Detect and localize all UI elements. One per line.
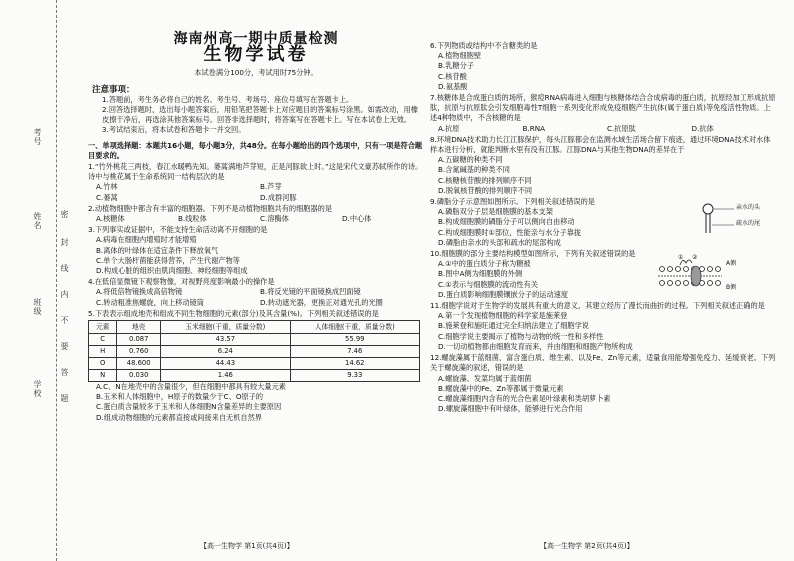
table-cell: 0.087 [117,334,161,346]
option[interactable]: A.磷脂双分子层是细胞膜的基本支架 [438,207,553,217]
question-10-stem: 10.细胞膜的部分主要结构模型如图所示，下列有关叙述错误的是 [430,249,636,259]
question-12-stem: 12.螺旋藻属于蓝细菌，富含蛋白质、维生素、以及Fe、Zn等元素，适量食用能增强免疫力、延缓衰老。下列关于螺旋藻的叙述，错误的是 [430,353,776,373]
table-cell: C [89,334,117,346]
seal-text-5: 要 [60,342,69,351]
table-cell: O [89,358,117,370]
option[interactable]: B.RNA [522,123,546,133]
table-cell: 1.46 [161,370,290,382]
seal-line [56,0,57,561]
side-a-label: A侧 [726,260,737,268]
option[interactable]: B.离体的叶绿体在适宜条件下释放氧气 [96,245,219,255]
option[interactable]: B.含氮碱基的种类不同 [438,165,510,175]
option[interactable]: A.将低倍物镜换成高倍物镜 [96,287,183,297]
option[interactable]: D.脱氧核苷酸的排列顺序不同 [438,185,533,195]
seal-text-6: 答 [60,368,69,377]
option[interactable]: B.构成细胞膜的磷脂分子可以侧向自由移动 [438,217,575,227]
option[interactable]: D.组成动物细胞的元素都直接或间接来自无机自然界 [96,412,262,422]
table-cell: 43.57 [161,334,290,346]
table-row [89,334,420,346]
hydrophobic-tail-label: 疏水的尾 [736,220,761,228]
option[interactable]: D.成群河豚 [260,192,297,202]
option[interactable]: D.抗体 [691,123,714,133]
seal-text-0: 密 [60,210,69,219]
element-table [88,320,420,382]
table-cell: 48.600 [117,358,161,370]
option[interactable]: C.螺旋藻细胞内含有的光合色素是叶绿素和类胡萝卜素 [438,393,611,403]
option[interactable]: A.C、N在地壳中的含量很少，但在细胞中都具有较大量元素 [96,382,286,392]
option[interactable]: D.氨基酸 [438,81,468,91]
table-header: 人体细胞(干重，质量分数) [290,321,419,334]
option[interactable]: B.将反光镜的平面镜换成凹面镜 [260,287,361,297]
question-3-stem: 3.下列事实或证据中，不能支持生命活动离不开细胞的是 [88,225,268,235]
option[interactable]: A.植物细胞壁 [438,51,482,61]
label-1: ① [678,254,684,262]
table-row [89,358,420,370]
option[interactable]: A.抗原 [438,123,460,133]
table-row [89,370,420,382]
option[interactable]: C.细胞学说主要揭示了植物与动物的统一性和多样性 [438,331,604,341]
table-header: 玉米细胞(干重，质量分数) [161,321,290,334]
seal-text-3: 内 [60,290,69,299]
option[interactable]: A.五碳糖的种类不同 [438,155,503,165]
binding-label-class: 班级 [33,298,42,316]
option[interactable]: C.溶酶体 [260,214,289,224]
option[interactable]: A.螺旋藻、发菜均属于蓝细菌 [438,373,532,383]
table-cell: 14.62 [290,358,419,370]
option[interactable]: B.玉米和人体细胞中，H原子的数量少于C、O原子的 [96,392,264,402]
table-cell: 7.46 [290,346,419,358]
option[interactable]: B.芦芽 [260,182,282,192]
option[interactable]: B.图中A侧为细胞膜的外侧 [438,269,523,279]
page-footer-right: 【高一生物学 第2页(共4页)】 [540,542,634,550]
option[interactable]: D.构成心脏的组织由肌肉细胞、神经细胞等组成 [96,266,248,276]
option[interactable]: C.蒌蒿 [96,192,118,202]
membrane-figure [652,255,752,296]
option[interactable]: C.①表示与细胞膜的流动性有关 [438,279,538,289]
table-cell: H [89,346,117,358]
left-column [88,0,424,423]
seal-text-4: 不 [60,316,69,325]
option[interactable]: B.乳糖分子 [438,61,474,71]
page-footer-left: 【高一生物学 第1页(共4页)】 [200,542,294,550]
question-4-options [88,287,424,297]
option[interactable]: B.施莱登和施旺通过完全归纳法建立了细胞学说 [438,321,589,331]
subject-title: 生物学试卷 [203,44,309,66]
option[interactable]: A.①中的蛋白质分子称为糖被 [438,259,531,269]
option[interactable]: D.磷脂由亲水的头部和疏水的尾部构成 [438,237,561,247]
binding-label-school: 学校 [33,380,42,398]
question-5-stem: 5.下表表示组成地壳和组成不同生物细胞的元素(部分)及其含量(%)。下列相关叙述错误的是 [88,308,379,318]
notice-title: 注意事项： [92,84,135,95]
notice-item: 1.答题前，考生务必将自己的姓名、考生号、考场号、座位号填写在答题卡上。 [102,94,354,104]
membrane-diagram [652,255,752,293]
option[interactable]: B.螺旋藻中的Fe、Zn等都属于微量元素 [438,383,564,393]
question-9-stem: 9.磷脂分子示意图如图所示。下列相关叙述错误的是 [430,197,595,207]
option[interactable]: D.螺旋藻细胞中有叶绿体，能够进行光合作用 [438,404,583,414]
question-7-stem: 7.核糖体是合成蛋白质的场所，猴痘RNA病毒进入细胞与核糖体结合合成病毒的蛋白质，抗原经加工形成抗原肽，抗原与抗原肽会引发细胞毒性T细胞一系列变化形成免疫细胞产生抗体(属于蛋白质)等免疫活性物质。上述4种物质中，不含核糖的是 [430,93,776,123]
section-heading: 一、单项选择题：本题共16小题，每小题3分，共48分。在每小题给出的四个选项中，只有一项是符合题目要求的。 [88,140,423,160]
table-header: 地壳 [117,321,161,334]
option[interactable]: C.蛋白质含量较多于玉米和人体细胞N含量差异的主要原因 [96,402,282,412]
question-1-stem: 1.“竹外桃花三两枝，春江水暖鸭先知。蒌蒿满地芦芽短，正是河豚欲上时。”这是宋代文豪苏轼所作的诗。诗中与桃花属于生命系统同一结构层次的是 [88,162,423,182]
binding-margin [0,0,72,561]
table-cell: N [89,370,117,382]
side-b-label: B侧 [726,284,737,292]
seal-text-2: 线 [60,264,69,273]
right-column [430,40,776,414]
seal-text-7: 题 [60,394,69,403]
question-8-stem: 8.环境DNA技术助力长江江豚保护，每头江豚都会在监测水域生活场合留下痕迹，通过环境DNA技术对水体样本进行分析，就能判断水里有没有江豚。江豚DNA与其他生物DNA的差异在于 [430,134,771,155]
binding-label-name: 姓名 [33,212,42,230]
table-cell: 55.99 [290,334,419,346]
table-header: 元素 [89,321,117,334]
option[interactable]: C.转动粗准焦螺旋，向上移动镜筒 [96,297,204,307]
question-1-options [88,193,424,203]
option[interactable]: D.转动遮光器，更换正对通光孔的光圈 [260,297,383,307]
exam-info: 本试卷满分100分，考试用时75分钟。 [194,68,318,78]
hydrophilic-head-label: 亲水的头 [736,204,761,212]
question-11-stem: 11.细胞学说对于生物学的发展具有重大的意义，其建立经历了漫长而曲折的过程。下列相关叙述正确的是 [430,301,765,311]
label-2: ② [692,254,698,262]
option[interactable]: D.蛋白质影响细胞膜镶嵌分子的运动速度 [438,289,569,299]
table-cell: 0.030 [117,370,161,382]
option[interactable]: C.抗原肽 [607,123,636,133]
exam-name: 海南州高一期中质量检测 [173,31,339,47]
option[interactable]: C.核糖核苷酸的排列顺序不同 [438,175,532,185]
notice-item: 3.考试结束后，将本试卷和答题卡一并交回。 [102,125,246,135]
phospholipid-figure [698,201,776,244]
question-7-options [430,124,776,134]
question-1-options [88,182,424,192]
table-cell: 6.24 [161,346,290,358]
question-2-stem: 2.动植物细胞中都含有丰富的细胞器。下列不是动植物细胞共有的细胞器的是 [88,203,333,213]
seal-text-1: 封 [60,238,69,247]
option[interactable]: D.一切动植物都由细胞发育而来，并由细胞和细胞产物所构成 [438,341,633,351]
question-6-stem: 6.下列物质或结构中不含糖类的是 [430,41,538,50]
table-row [89,346,420,358]
table-cell: 44.43 [161,358,290,370]
table-cell: 9.33 [290,370,419,382]
notice-item: 2.回答选择题时，选出每小题答案后，用铅笔把答题卡上对应题目的答案标号涂黑。如需改动，用橡皮擦干净后，再选涂其他答案标号。回答非选择题时，将答案写在答题卡上。写在本试卷上无效。 [102,105,418,125]
option[interactable]: C.核苷酸 [438,71,467,81]
option[interactable]: C.构成细胞膜时①部位，性能亲与水分子靠拢 [438,227,582,237]
question-9-block [430,204,776,248]
option[interactable]: B.线粒体 [178,214,207,224]
binding-label-kaohao: 考号 [33,128,42,146]
option[interactable]: A.竹林 [96,182,118,192]
option[interactable]: D.中心体 [342,214,372,224]
option[interactable]: A.病毒在细胞内增殖时才能增殖 [96,235,197,245]
question-2-options [88,214,424,224]
question-4-options [88,298,424,308]
question-4-stem: 4.在低倍显微镜下观察物像，对视野亮度影响最小的操作是 [88,277,275,287]
option[interactable]: C.单个大肠杆菌能获得营养，产生代谢产物等 [96,255,240,265]
option[interactable]: A.核糖体 [96,214,125,224]
table-cell: 0.760 [117,346,161,358]
option[interactable]: A.第一个发现植物细胞的科学家是施莱登 [438,311,568,321]
